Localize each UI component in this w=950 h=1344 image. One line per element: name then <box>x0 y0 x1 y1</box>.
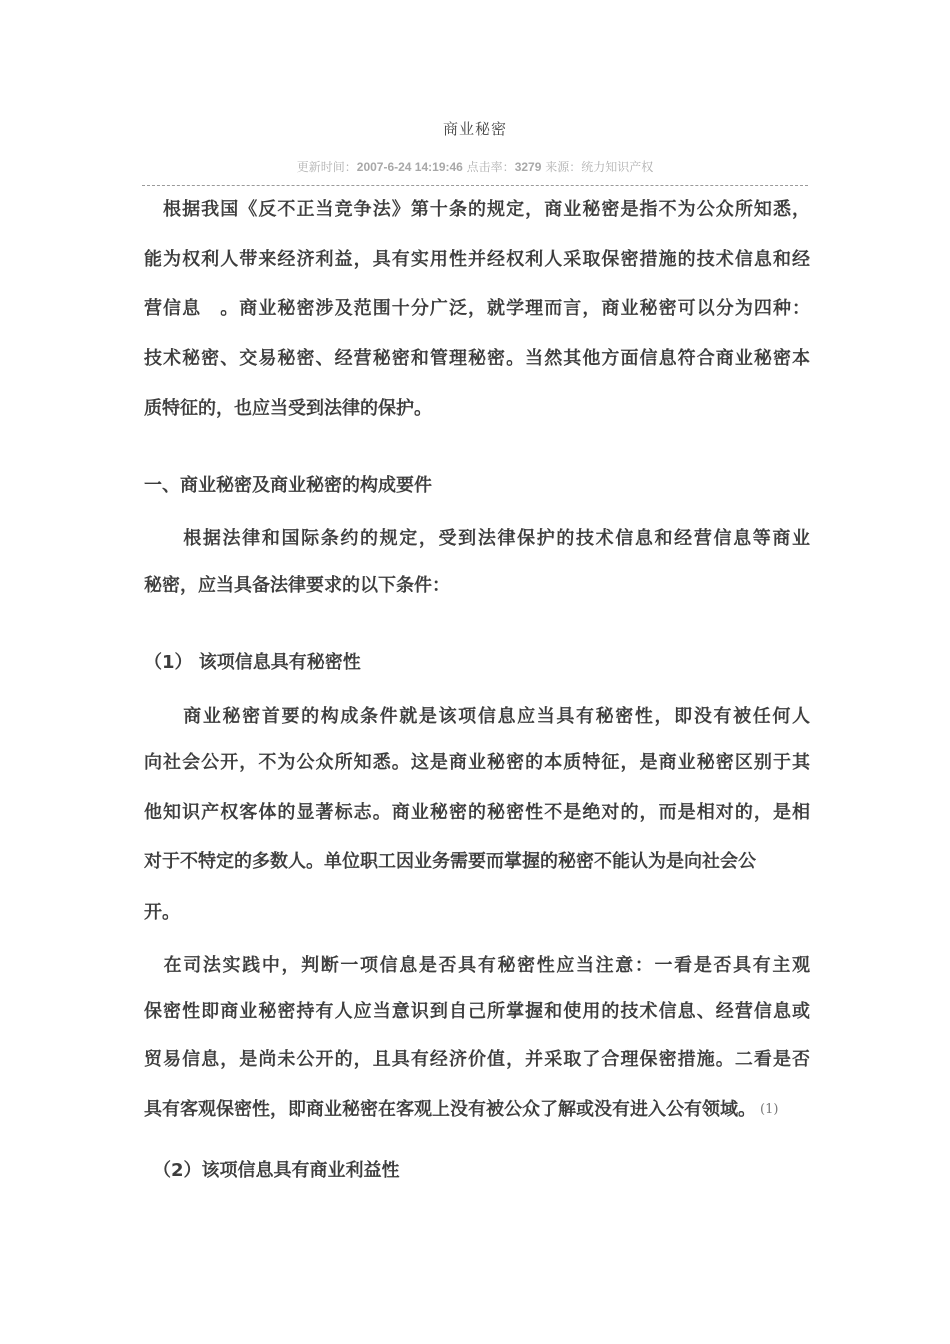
text-line: 质特征的，也应当受到法律的保护。 <box>144 398 432 419</box>
text-line: 秘密，应当具备法律要求的以下条件： <box>144 575 450 596</box>
text-line: 对于不特定的多数人。单位职工因业务需要而掌握的秘密不能认为是向社会公 <box>144 851 756 872</box>
subsection-heading: （1） 该项信息具有秘密性 <box>144 652 361 673</box>
update-time-label: 更新时间： <box>296 160 357 174</box>
article-meta <box>0 158 950 175</box>
text-line: 保密性即商业秘密持有人应当意识到自己所掌握和使用的技术信息、经营信息或 <box>144 1001 810 1022</box>
citation-marker: (1) <box>760 1102 779 1117</box>
dashed-divider <box>142 185 808 186</box>
subsection-heading: （2）该项信息具有商业利益性 <box>144 1160 400 1181</box>
section-heading: 一、商业秘密及商业秘密的构成要件 <box>144 475 432 496</box>
click-count-label: 点击率： <box>466 160 515 174</box>
text-line: 商业秘密首要的构成条件就是该项信息应当具有秘密性，即没有被任何人 <box>144 706 810 727</box>
text-line: 开。 <box>144 902 180 923</box>
text-line: 在司法实践中，判断一项信息是否具有秘密性应当注意：一看是否具有主观 <box>144 955 810 976</box>
text-line: 他知识产权客体的显著标志。商业秘密的秘密性不是绝对的，而是相对的，是相 <box>144 802 810 823</box>
click-count: 3279 <box>514 160 542 174</box>
text-line: 根据我国《反不正当竞争法》第十条的规定，商业秘密是指不为公众所知悉， <box>144 199 810 220</box>
source: 统力知识产权 <box>581 160 654 174</box>
page-title: 商业秘密 <box>442 120 507 138</box>
text-line-with-citation <box>144 1098 810 1122</box>
text-line: 向社会公开，不为公众所知悉。这是商业秘密的本质特征，是商业秘密区别于其 <box>144 752 810 773</box>
source-label: 来源： <box>545 160 582 174</box>
text-line: 能为权利人带来经济利益，具有实用性并经权利人采取保密措施的技术信息和经 <box>144 249 810 270</box>
text-line: 贸易信息，是尚未公开的，且具有经济价值，并采取了合理保密措施。二看是否 <box>144 1049 810 1070</box>
text-line: 营信息 。商业秘密涉及范围十分广泛，就学理而言，商业秘密可以分为四种： <box>144 298 810 319</box>
update-time: 2007-6-24 14:19:46 <box>356 160 463 174</box>
text-line: 根据法律和国际条约的规定，受到法律保护的技术信息和经营信息等商业 <box>144 528 810 549</box>
text-line: 具有客观保密性，即商业秘密在客观上没有被公众了解或没有进入公有领域。 <box>144 1099 756 1120</box>
text-line: 技术秘密、交易秘密、经营秘密和管理秘密。当然其他方面信息符合商业秘密本 <box>144 348 810 369</box>
